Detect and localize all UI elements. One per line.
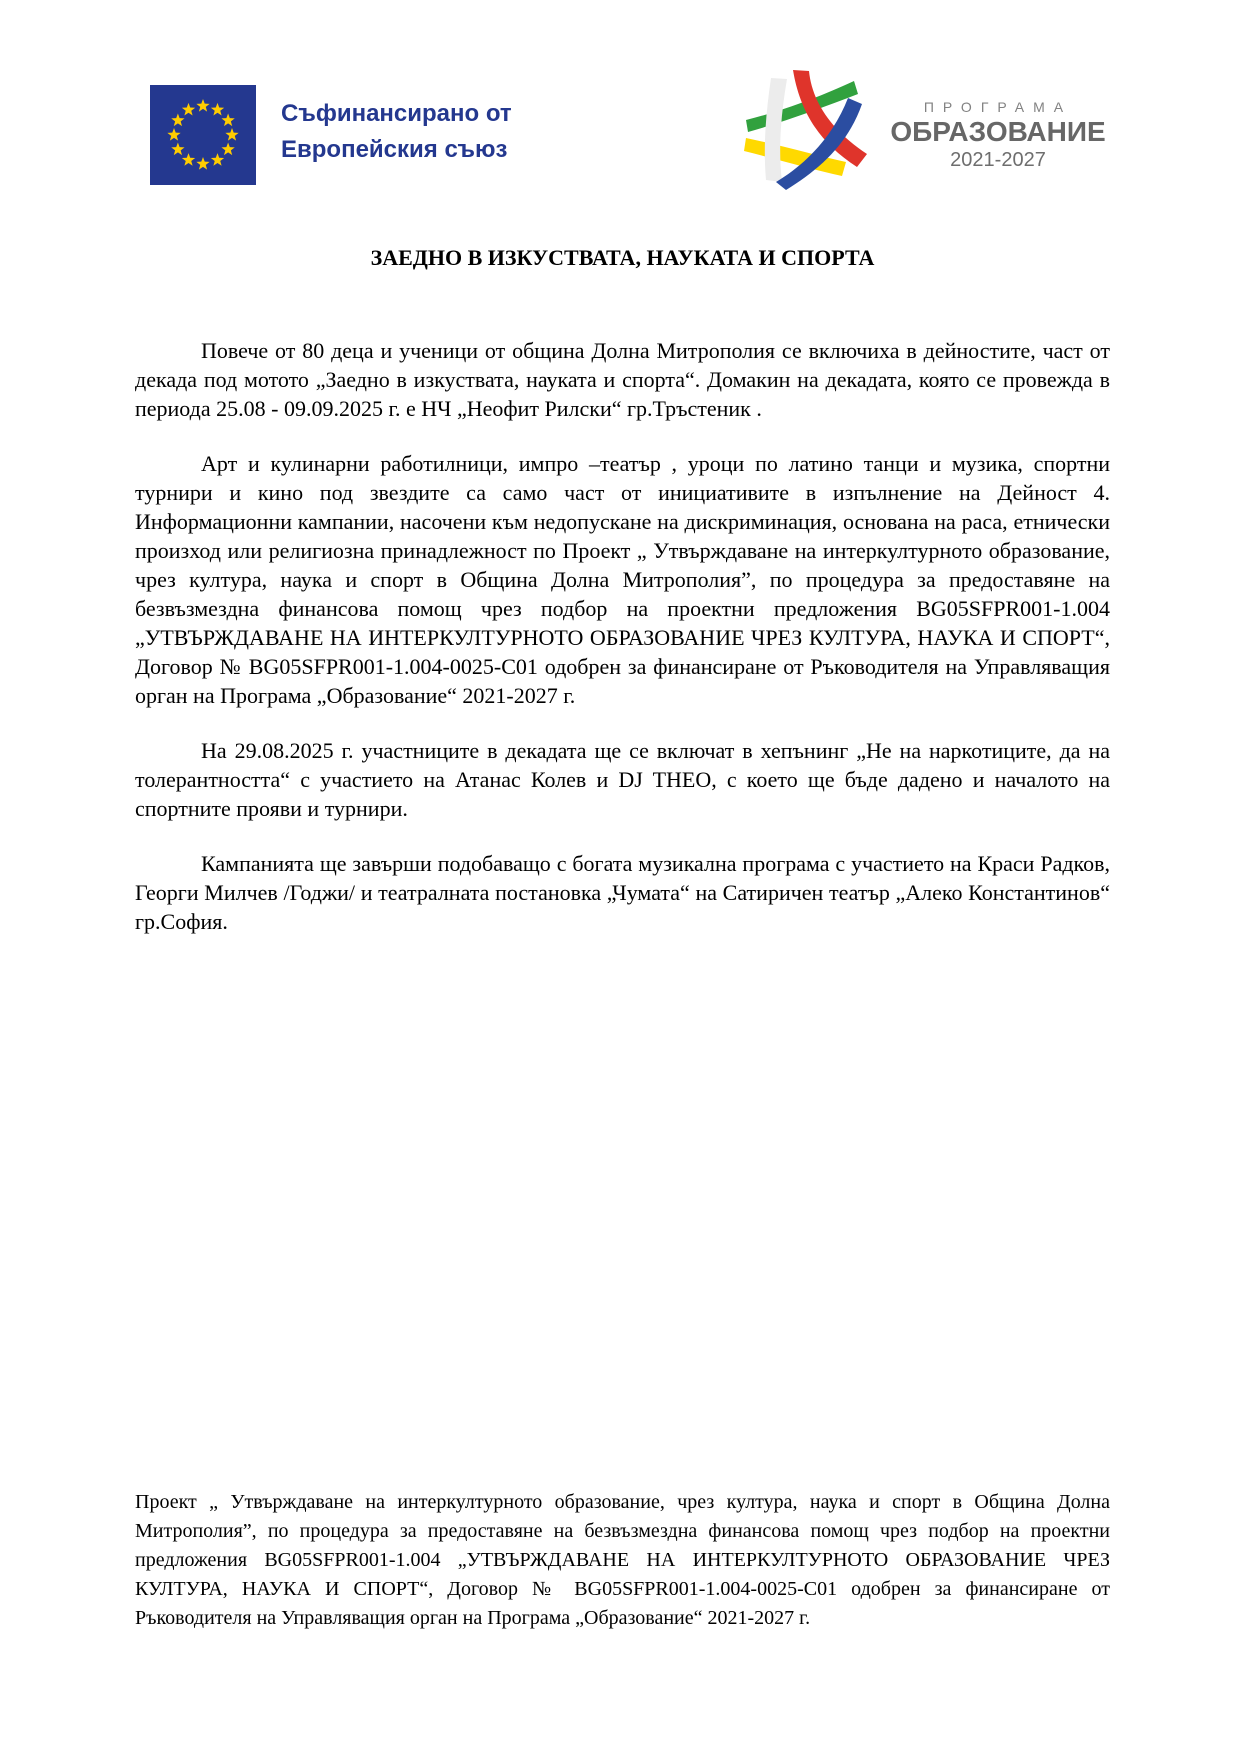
paragraph: Повече от 80 деца и ученици от община Долна Митрополия се включиха в дейностите, част от декада под мотото „Заедно в изкуствата, науката и спорта“. Домакин на декадата, която се провежда в периода 25.08 - 09.09.2025 г. е НЧ „Неофит Рилски“ гр.Тръстеник .: [135, 338, 1110, 421]
paragraph: На 29.08.2025 г. участниците в декадата ще се включат в хепънинг „Не на наркотиците, да на толерантността“ с участието на Атанас Колев и DJ THEO, с което ще бъде дадено и началото на спортните прояви и турнири.: [135, 738, 1110, 821]
program-name: ОБРАЗОВАНИЕ: [890, 116, 1106, 147]
program-label: ПРОГРАМА: [923, 99, 1073, 115]
program-ribbons-icon: [660, 64, 900, 190]
eu-cofunded-text-line1: Съфинансирано от: [281, 100, 512, 127]
footer-project-description: Проект „ Утвърждаване на интеркултурното образование, чрез култура, наука и спорт в Община Долна Митрополия”, по процедура за предоставяне на безвъзмездна финансова помощ чрез подбор на проектни предложения BG05SFPR001-1.004 „УТВЪРЖДАВАНЕ НА ИНТЕРКУЛТУРНОТО ОБРАЗОВАНИЕ ЧРЕЗ КУЛТУРА, НАУКА И СПОРТ“, Договор № BG05SFPR001-1.004-0025-C01 одобрен за финансиране от Ръководителя на Управляващия орган на Програма „Образование“ 2021-2027 г.: [135, 1491, 1110, 1629]
program-logo-text: [878, 99, 1118, 172]
program-years: 2021-2027: [950, 149, 1046, 171]
paragraph: Арт и кулинарни работилници, импро –театър , уроци по латино танци и музика, спортни турнири и кино под звездите са само част от инициативите в изпълнение на Дейност 4. Информационни кампании, насочени към недопускане на дискриминация, основана на раса, етнически произход или религиозна принадлежност по Проект „ Утвърждаване на интеркултурното образование, чрез култура, наука и спорт в Община Долна Митрополия”, по процедура за предоставяне на безвъзмездна финансова помощ чрез подбор на проектни предложения BG05SFPR001-1.004 „УТВЪРЖДАВАНЕ НА ИНТЕРКУЛТУРНОТО ОБРАЗОВАНИЕ ЧРЕЗ КУЛТУРА, НАУКА И СПОРТ“, Договор № BG05SFPR001-1.004-0025-C01 одобрен за финансиране от Ръководителя на Управляващия орган на Програма „Образование“ 2021-2027 г.: [135, 451, 1110, 708]
eu-cofunded-logo: [150, 85, 512, 185]
eu-flag-icon: [150, 85, 256, 185]
ribbon-silver: [765, 78, 787, 182]
paragraph: Кампанията ще завърши подобаващо с богата музикална програма с участието на Краси Радков, Георги Милчев /Годжи/ и театралната постановка „Чумата“ на Сатиричен театър „Алеко Константинов“ гр.София.: [135, 851, 1110, 934]
eu-cofunded-text: [281, 96, 512, 168]
eu-cofunded-text-line2: Европейския съюз: [281, 136, 508, 163]
page-title: ЗАЕДНО В ИЗКУСТВАТА, НАУКАТА И СПОРТА: [370, 245, 875, 270]
document-body: [135, 336, 1110, 962]
